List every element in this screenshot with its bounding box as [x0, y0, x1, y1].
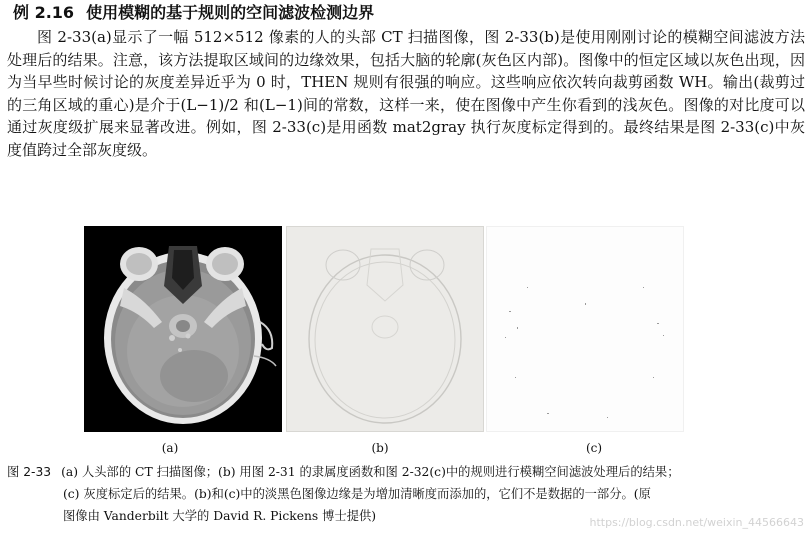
ct-head-scan-image	[84, 226, 282, 432]
figure-row	[0, 226, 812, 432]
caption-line-3: 图像由 Vanderbilt 大学的 David R. Pickens 博士提供)	[63, 509, 377, 523]
caption-line-1	[7, 461, 807, 483]
caption-line-2: (c) 灰度标定后的结果。(b)和(c)中的淡黑色图像边缘是为增加清晰度而添加的，它们不是数据的一部分。(原	[63, 487, 651, 501]
body-paragraph-container	[7, 26, 805, 162]
watermark-url: https://blog.csdn.net/weixin_44566643	[589, 516, 804, 529]
example-number: 例 2.16	[13, 3, 75, 22]
scaled-edge-result-image	[486, 226, 684, 432]
caption-text-1: (a) 人头部的 CT 扫描图像；(b) 用图 2-31 的隶属度函数和图 2-32(c)中的规则进行模糊空间滤波处理后的结果；	[61, 465, 680, 479]
figure-label-c: (c)	[585, 441, 603, 455]
caption-number: 图 2-33	[7, 465, 52, 479]
example-title: 使用模糊的基于规则的空间滤波检测边界	[86, 3, 375, 22]
body-paragraph: 图 2-33(a)显示了一幅 512×512 像素的人的头部 CT 扫描图像，图 2-33(b)是使用刚刚讨论的模糊空间滤波方法处理后的结果。注意，该方法提取区域间的边缘效果，包括大脑的轮廓(灰色区内部)。图像中的恒定区域以灰色出现，因为当早些时候讨论的灰度差异近乎为 0 时，THEN 规则有很强的响应。这些响应依次转向裁剪函数 WH。输出(裁剪过的三角区域的重心)是介于(L−1)/2 和(L−1)间的常数，这样一来，使在图像中产生你看到的浅灰色。图像的对比度可以通过灰度级扩展来显著改进。例如，图 2-33(c)是用函数 mat2gray 执行灰度标定得到的。最终结果是图 2-33(c)中灰度值跨过全部灰度级。	[7, 28, 805, 159]
fuzzy-edge-result-image	[286, 226, 484, 432]
figure-label-a: (a)	[161, 441, 179, 455]
figure-label-b: (b)	[371, 441, 389, 455]
example-heading	[13, 2, 374, 24]
